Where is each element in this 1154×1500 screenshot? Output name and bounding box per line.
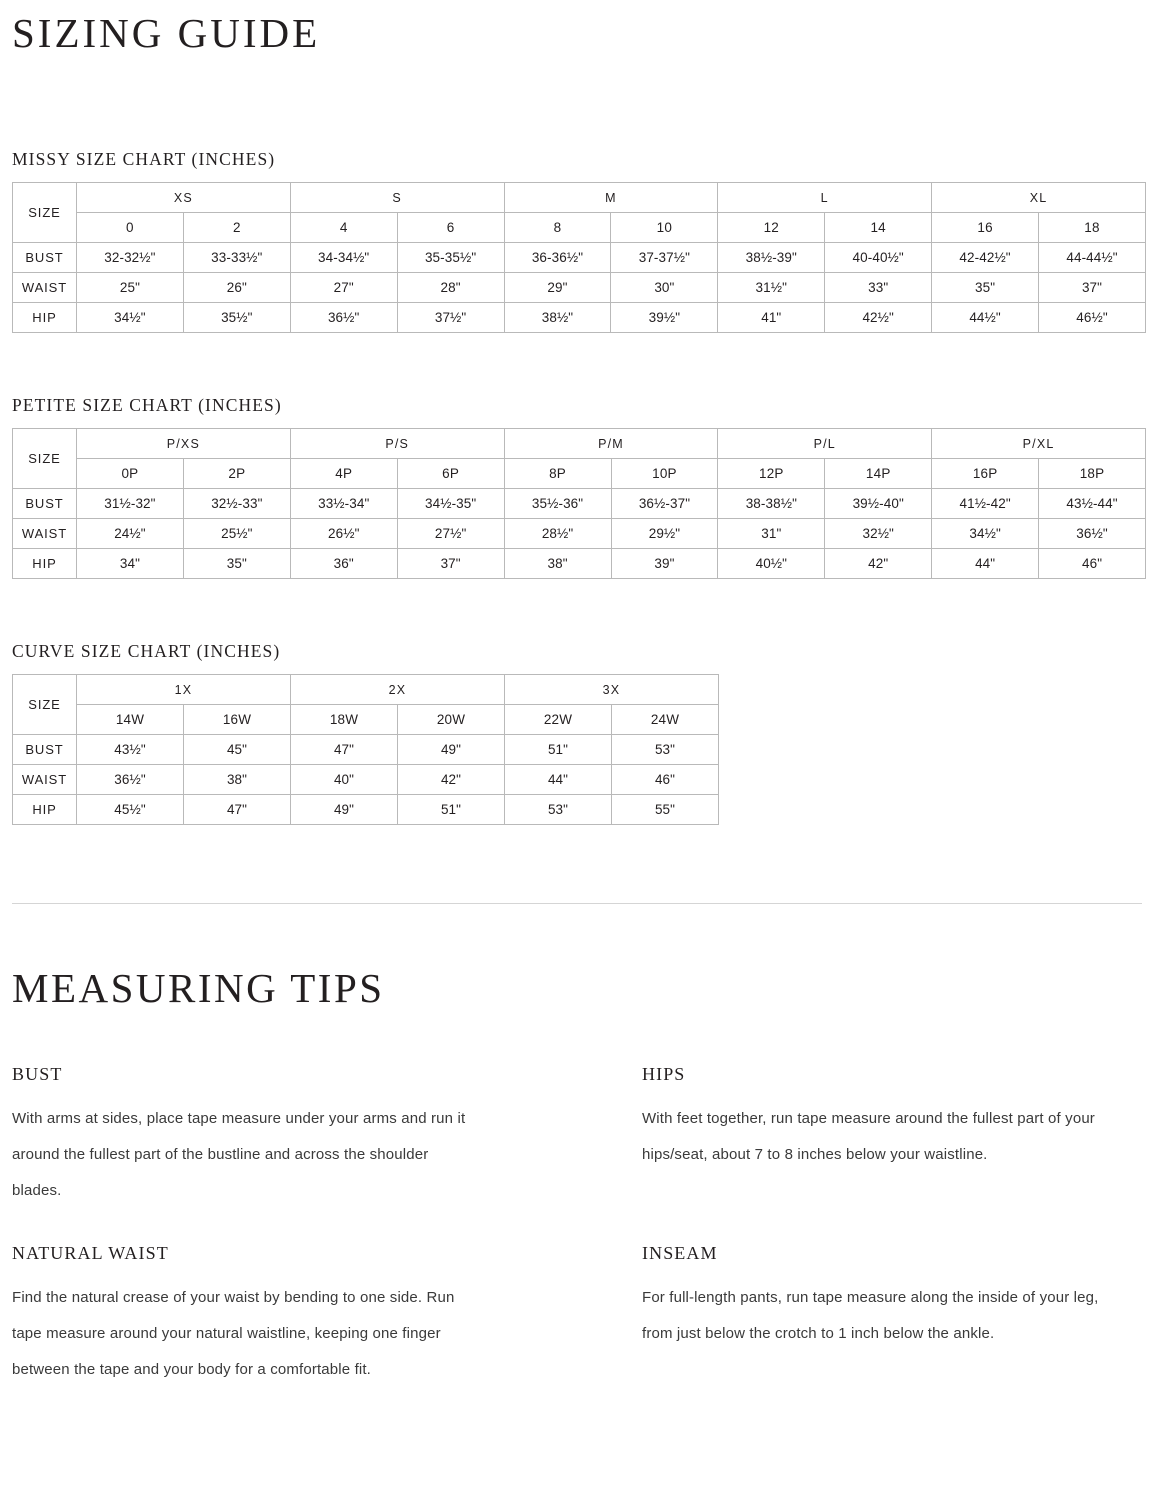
size-group-header: XL: [932, 183, 1146, 213]
size-value-cell: 18P: [1039, 459, 1146, 489]
measurement-value-cell: 34-34½": [290, 243, 397, 273]
measurement-value-cell: 36": [290, 549, 397, 579]
size-number-row: [13, 213, 1146, 243]
size-value-cell: 16P: [932, 459, 1039, 489]
size-value-cell: 2: [183, 213, 290, 243]
measurement-value-cell: 46": [1039, 549, 1146, 579]
measurement-value-cell: 35½-36": [504, 489, 611, 519]
measurement-value-cell: 35": [932, 273, 1039, 303]
size-group-header: 3X: [505, 675, 719, 705]
table-row: [13, 549, 1146, 579]
tip-hips-heading: HIPS: [642, 1064, 686, 1085]
measurement-value-cell: 32½": [825, 519, 932, 549]
measurement-value-cell: 36½-37": [611, 489, 718, 519]
measurement-value-cell: 44½": [932, 303, 1039, 333]
measurement-value-cell: 40-40½": [825, 243, 932, 273]
size-label-cell: SIZE: [13, 183, 77, 243]
tip-natural-waist: [12, 1243, 512, 1388]
measurement-value-cell: 34½": [76, 303, 183, 333]
tip-inseam: [642, 1243, 1142, 1388]
size-value-cell: 6P: [397, 459, 504, 489]
measurement-value-cell: 34": [76, 549, 183, 579]
measuring-tips-grid: [12, 1064, 1142, 1422]
measurement-value-cell: 43½": [77, 735, 184, 765]
measurement-label-cell: WAIST: [13, 765, 77, 795]
table-row: [13, 243, 1146, 273]
measurement-value-cell: 40": [291, 765, 398, 795]
measurement-value-cell: 45½": [77, 795, 184, 825]
measurement-value-cell: 49": [291, 795, 398, 825]
measurement-value-cell: 33-33½": [183, 243, 290, 273]
measurement-value-cell: 37-37½": [611, 243, 718, 273]
measurement-value-cell: 24½": [76, 519, 183, 549]
missy-size-chart-block: [8, 149, 1146, 333]
measurement-label-cell: HIP: [13, 303, 77, 333]
tip-natural-waist-heading: NATURAL WAIST: [12, 1243, 169, 1264]
size-group-header: 2X: [291, 675, 505, 705]
measurement-value-cell: 36½": [290, 303, 397, 333]
measurement-value-cell: 34½-35": [397, 489, 504, 519]
table-row: [13, 765, 719, 795]
table-row: [13, 735, 719, 765]
measurement-value-cell: 49": [398, 735, 505, 765]
tip-inseam-heading: INSEAM: [642, 1243, 718, 1264]
measurement-value-cell: 29": [504, 273, 611, 303]
size-value-cell: 0: [76, 213, 183, 243]
group-header-row: [13, 183, 1146, 213]
measurement-value-cell: 46": [612, 765, 719, 795]
size-value-cell: 16: [932, 213, 1039, 243]
measurement-value-cell: 42-42½": [932, 243, 1039, 273]
measurement-value-cell: 53": [612, 735, 719, 765]
measurement-value-cell: 33½-34": [290, 489, 397, 519]
measurement-value-cell: 27": [290, 273, 397, 303]
measurement-value-cell: 42": [825, 549, 932, 579]
measurement-value-cell: 47": [291, 735, 398, 765]
tip-inseam-body: For full-length pants, run tape measure along the inside of your leg, from just below the crotch to 1 inch below the ankle.: [642, 1289, 1099, 1343]
tip-bust: [12, 1064, 512, 1209]
size-value-cell: 12: [718, 213, 825, 243]
measurement-value-cell: 36½": [1039, 519, 1146, 549]
measurement-value-cell: 53": [505, 795, 612, 825]
size-group-header: M: [504, 183, 718, 213]
measurement-value-cell: 51": [505, 735, 612, 765]
petite-size-table: [12, 428, 1146, 579]
measurement-label-cell: BUST: [13, 735, 77, 765]
petite-chart-title: PETITE SIZE CHART (INCHES): [12, 395, 282, 416]
size-group-header: L: [718, 183, 932, 213]
measurement-value-cell: 41": [718, 303, 825, 333]
measurement-value-cell: 31½": [718, 273, 825, 303]
measurement-value-cell: 40½": [718, 549, 825, 579]
size-value-cell: 14W: [77, 705, 184, 735]
size-value-cell: 0P: [76, 459, 183, 489]
size-group-header: P/L: [718, 429, 932, 459]
group-header-row: [13, 675, 719, 705]
missy-chart-title: MISSY SIZE CHART (INCHES): [12, 149, 276, 170]
measurement-label-cell: BUST: [13, 243, 77, 273]
measurement-value-cell: 36-36½": [504, 243, 611, 273]
size-number-row: [13, 459, 1146, 489]
petite-size-chart-block: [8, 395, 1146, 579]
measurement-value-cell: 35-35½": [397, 243, 504, 273]
measurement-value-cell: 42½": [825, 303, 932, 333]
size-value-cell: 18W: [291, 705, 398, 735]
size-value-cell: 20W: [398, 705, 505, 735]
curve-chart-title: CURVE SIZE CHART (INCHES): [12, 641, 281, 662]
size-value-cell: 10: [611, 213, 718, 243]
measurement-label-cell: WAIST: [13, 273, 77, 303]
size-group-header: P/M: [504, 429, 718, 459]
measurement-value-cell: 29½": [611, 519, 718, 549]
measurement-value-cell: 43½-44": [1039, 489, 1146, 519]
size-value-cell: 22W: [505, 705, 612, 735]
measurement-value-cell: 38-38½": [718, 489, 825, 519]
table-row: [13, 273, 1146, 303]
tip-bust-heading: BUST: [12, 1064, 63, 1085]
section-divider: [12, 903, 1142, 904]
measurement-value-cell: 44": [505, 765, 612, 795]
measurement-value-cell: 31½-32": [76, 489, 183, 519]
size-value-cell: 12P: [718, 459, 825, 489]
measurement-value-cell: 35½": [183, 303, 290, 333]
table-row: [13, 795, 719, 825]
size-group-header: 1X: [77, 675, 291, 705]
tip-hips: [642, 1064, 1142, 1209]
tip-bust-body: With arms at sides, place tape measure under your arms and run it around the fullest part of the bustline and across the shoulder blades.: [12, 1110, 466, 1200]
measurement-value-cell: 33": [825, 273, 932, 303]
size-value-cell: 18: [1039, 213, 1146, 243]
measurement-value-cell: 28½": [504, 519, 611, 549]
measurement-value-cell: 44-44½": [1039, 243, 1146, 273]
measurement-value-cell: 38½-39": [718, 243, 825, 273]
measurement-value-cell: 31": [718, 519, 825, 549]
measurement-value-cell: 38": [504, 549, 611, 579]
table-row: [13, 489, 1146, 519]
measurement-value-cell: 38½": [504, 303, 611, 333]
measurement-value-cell: 41½-42": [932, 489, 1039, 519]
measurement-label-cell: WAIST: [13, 519, 77, 549]
measurement-value-cell: 30": [611, 273, 718, 303]
size-group-header: P/XL: [932, 429, 1146, 459]
size-number-row: [13, 705, 719, 735]
page-title: SIZING GUIDE: [12, 10, 321, 56]
measurement-label-cell: BUST: [13, 489, 77, 519]
size-value-cell: 10P: [611, 459, 718, 489]
measurement-value-cell: 46½": [1039, 303, 1146, 333]
measurement-label-cell: HIP: [13, 549, 77, 579]
size-value-cell: 8: [504, 213, 611, 243]
measurement-value-cell: 39½-40": [825, 489, 932, 519]
size-value-cell: 4: [290, 213, 397, 243]
measurement-value-cell: 51": [398, 795, 505, 825]
size-group-header: P/XS: [76, 429, 290, 459]
measurement-value-cell: 27½": [397, 519, 504, 549]
curve-size-table: [12, 674, 719, 825]
tip-natural-waist-body: Find the natural crease of your waist by bending to one side. Run tape measure around your natural waistline, keeping one finger between the tape and your body for a comfortable fit.: [12, 1289, 455, 1379]
size-group-header: S: [290, 183, 504, 213]
measurement-value-cell: 34½": [932, 519, 1039, 549]
measurement-value-cell: 32½-33": [183, 489, 290, 519]
size-value-cell: 14: [825, 213, 932, 243]
measurement-value-cell: 25": [76, 273, 183, 303]
size-group-header: XS: [76, 183, 290, 213]
measuring-tips-title: MEASURING TIPS: [12, 965, 385, 1012]
group-header-row: [13, 429, 1146, 459]
size-value-cell: 8P: [504, 459, 611, 489]
measurement-value-cell: 32-32½": [76, 243, 183, 273]
size-value-cell: 6: [397, 213, 504, 243]
measurement-value-cell: 55": [612, 795, 719, 825]
table-row: [13, 519, 1146, 549]
measurement-value-cell: 39": [611, 549, 718, 579]
size-value-cell: 16W: [184, 705, 291, 735]
measurement-value-cell: 45": [184, 735, 291, 765]
measurement-value-cell: 38": [184, 765, 291, 795]
measurement-value-cell: 28": [397, 273, 504, 303]
table-row: [13, 303, 1146, 333]
size-label-cell: SIZE: [13, 429, 77, 489]
measurement-value-cell: 26": [183, 273, 290, 303]
size-value-cell: 2P: [183, 459, 290, 489]
size-value-cell: 14P: [825, 459, 932, 489]
measurement-value-cell: 35": [183, 549, 290, 579]
tip-hips-body: With feet together, run tape measure around the fullest part of your hips/seat, about 7 to 8 inches below your waistline.: [642, 1110, 1095, 1164]
measurement-value-cell: 42": [398, 765, 505, 795]
curve-size-chart-block: [8, 641, 1146, 825]
measurement-value-cell: 37": [397, 549, 504, 579]
measurement-value-cell: 37½": [397, 303, 504, 333]
measurement-value-cell: 25½": [183, 519, 290, 549]
size-label-cell: SIZE: [13, 675, 77, 735]
measurement-value-cell: 26½": [290, 519, 397, 549]
measurement-value-cell: 39½": [611, 303, 718, 333]
measurement-value-cell: 36½": [77, 765, 184, 795]
size-value-cell: 4P: [290, 459, 397, 489]
measurement-value-cell: 37": [1039, 273, 1146, 303]
size-value-cell: 24W: [612, 705, 719, 735]
measurement-label-cell: HIP: [13, 795, 77, 825]
missy-size-table: [12, 182, 1146, 333]
measurement-value-cell: 47": [184, 795, 291, 825]
measurement-value-cell: 44": [932, 549, 1039, 579]
size-group-header: P/S: [290, 429, 504, 459]
